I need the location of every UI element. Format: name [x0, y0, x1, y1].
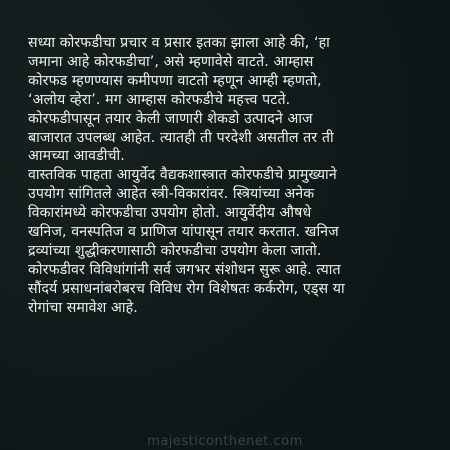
text-line: द्रव्यांच्या शुद्धीकरणासाठी कोरफडीचा उपयोग केला जातो. [28, 242, 322, 259]
text-line: उपयोग सांगितले आहेत स्त्री-विकारांवर. स्त्रियांच्या अनेक [28, 186, 315, 203]
text-line: सौंदर्य प्रसाधनांबरोबरच विविध रोग विशेषतः कर्करोग, एड्स या [28, 280, 345, 297]
text-line: आमच्या आवडीची. [28, 148, 125, 165]
text-line: कोरफडीवर विविधांगांनी सर्व जगभर संशोधन सुरू आहे. त्यात [28, 261, 341, 278]
paragraph-1 [28, 34, 433, 110]
paragraph-4 [28, 261, 433, 318]
text-line: बाजारात उपलब्ध आहेत. त्यातही ती परदेशी असतील तर ती [28, 129, 334, 146]
text-line: ‘अलोय व्हेरा’. मग आम्हास कोरफडीचे महत्त्व पटते. [28, 91, 291, 108]
body-text [28, 34, 433, 318]
text-line: वास्तविक पाहता आयुर्वेद वैद्यकशास्त्रात कोरफडीचे प्रामुख्याने [28, 167, 337, 184]
watermark: majesticonthenet.com [147, 434, 303, 449]
text-line: कोरफडीपासून तयार केली जाणारी शेकडो उत्पादने आज [28, 110, 313, 127]
text-line: रोगांचा समावेश आहे. [28, 299, 138, 316]
text-line: सध्या कोरफडीचा प्रचार व प्रसार इतका झाला आहे की, ‘हा [28, 35, 330, 51]
text-line: विकारांमध्ये कोरफडीचा उपयोग होतो. आयुर्वेदीय औषधे [28, 205, 312, 222]
text-line: जमाना आहे कोरफडीचा’, असे म्हणावेसे वाटते. आम्हास [28, 53, 314, 70]
paragraph-3 [28, 166, 433, 261]
text-line: कोरफड म्हणण्यास कमीपणा वाटतो म्हणून आम्ही म्हणतो, [28, 72, 322, 89]
paragraph-2 [28, 110, 433, 167]
text-line: खनिज, वनस्पतिज व प्राणिज यांपासून तयार करतात. खनिज [28, 224, 339, 241]
